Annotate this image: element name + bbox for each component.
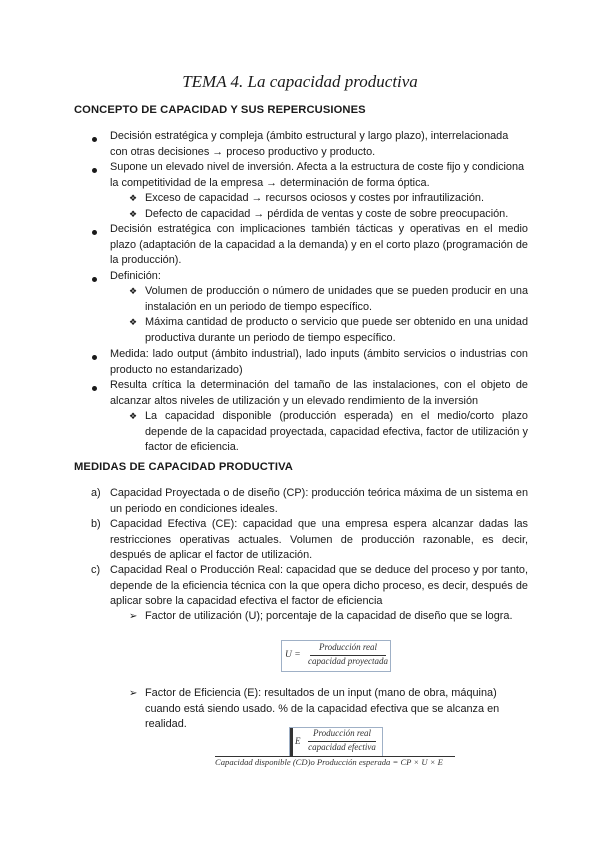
sub-bullet-item: La capacidad disponible (producción esperada) en el medio/corto plazo depende de la capacidad proyectada, capacidad efectiva, factor de utilización y factor de eficiencia. [145, 410, 528, 454]
bullet-item: Medida: lado output (ámbito industrial), lado inputs (ámbito servicios o industrias con producto no estandarizado) [110, 348, 528, 376]
formula-capacidad-disponible: Capacidad disponible (CD)o Producción esperada = CP × U × E [215, 757, 443, 767]
arrow-bullet-icon: ➢ [129, 611, 138, 622]
measure-item: Capacidad Proyectada o de diseño (CP): producción teórica máxima de un sistema en un periodo en condiciones ideales. [110, 487, 528, 515]
formula-denominator: capacidad efectiva [308, 742, 376, 752]
sub-bullet-item: Exceso de capacidad → recursos ociosos y costes por infrautilización. [145, 192, 484, 204]
arrow-bullet-icon: ➢ [129, 688, 138, 699]
factor-item: Factor de Eficiencia (E): resultados de un input (mano de obra, máquina) cuando está siendo usado. % de la capacidad efectiva que se alcanza en realidad. [145, 687, 500, 731]
bullet-item: Resulta crítica la determinación del tamaño de las instalaciones, con el objeto de alcanzar altos niveles de utilización y un elevado rendimiento de la inversión [110, 379, 528, 407]
bullet-item: Definición: [110, 270, 161, 282]
list-marker: b) [91, 518, 101, 530]
formula-denominator: capacidad proyectada [308, 656, 388, 666]
formula-eficiencia [289, 727, 383, 757]
bullet-dot [92, 230, 97, 235]
factor-item: Factor de utilización (U); porcentaje de la capacidad de diseño que se logra. [145, 610, 513, 622]
diamond-bullet-icon: ❖ [129, 193, 138, 203]
diamond-bullet-icon: ❖ [129, 209, 138, 219]
formula-numerator: Producción real [318, 642, 378, 652]
section-heading-concepto: CONCEPTO DE CAPACIDAD Y SUS REPERCUSIONES [74, 104, 366, 116]
section-heading-medidas: MEDIDAS DE CAPACIDAD PRODUCTIVA [74, 461, 293, 473]
formula-lhs: E [295, 736, 301, 746]
bullet-dot [92, 386, 97, 391]
diamond-bullet-icon: ❖ [129, 411, 138, 421]
bullet-dot [92, 137, 97, 142]
bullet-item: Decisión estratégica y compleja (ámbito estructural y largo plazo), interrelacionada con otras decisiones → proceso productivo y producto. [110, 130, 509, 158]
page-title: TEMA 4. La capacidad productiva [182, 72, 418, 91]
list-marker: c) [91, 564, 101, 576]
sub-bullet-item: Máxima cantidad de producto o servicio que puede ser obtenido en una unidad productiva durante un periodo de tiempo específico. [145, 316, 528, 344]
sub-bullet-item: Volumen de producción o número de unidades que se pueden producir en una instalación en un periodo de tiempo específico. [145, 285, 528, 313]
bullet-item: Decisión estratégica con implicaciones también tácticas y operativas en el medio plazo (adaptación de la capacidad a la demanda) y en el corto plazo (programación de la producción). [110, 223, 528, 267]
bullet-dot [92, 168, 97, 173]
formula-numerator: Producción real [312, 728, 372, 738]
sub-bullet-item: Defecto de capacidad → pérdida de ventas y coste de sobre preocupación. [145, 208, 509, 220]
bullet-dot [92, 355, 97, 360]
formula-utilizacion [281, 640, 391, 672]
diamond-bullet-icon: ❖ [129, 286, 138, 296]
bullet-item: Supone un elevado nivel de inversión. Afecta a la estructura de coste fijo y condiciona la competitividad de la empresa → determinación de forma óptica. [110, 161, 525, 189]
measure-item: Capacidad Real o Producción Real: capacidad que se deduce del proceso y por tanto, depende de la eficiencia técnica con la que opera dicho proceso, es decir, después de aplicar sobre la capacidad efectiva el factor de eficiencia [110, 564, 528, 608]
formula-lhs: U = [285, 650, 301, 660]
formula-bar [290, 728, 293, 756]
diamond-bullet-icon: ❖ [129, 317, 138, 327]
list-marker: a) [91, 487, 101, 499]
bullet-dot [92, 277, 97, 282]
measure-item: Capacidad Efectiva (CE): capacidad que una empresa espera alcanzar dadas las restricciones operativas actuales. Volumen de producción razonable, es decir, después de aplicar el factor de utilización. [110, 518, 528, 562]
